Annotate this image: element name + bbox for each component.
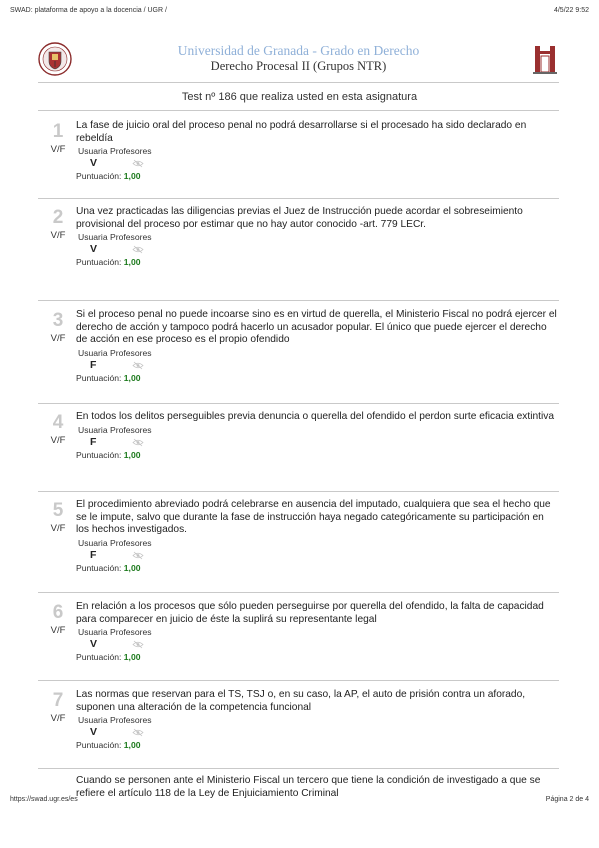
print-header — [10, 7, 589, 14]
banner-separator: - — [309, 43, 321, 58]
answer-column-headers: Usuaria Profesores — [78, 347, 152, 358]
question-8-text-cut: Cuando se personen ante el Ministerio Fiscal un tercero que tiene la condición de investigado a que se refiere el artículo 118 de la Ley de Enjuiciamiento Criminal — [76, 775, 541, 799]
question-text: Las normas que reservan para el TS, TSJ o, en su caso, la AP, el auto de prisión contra un aforado, suponen una alteración de la competencia funcional — [76, 689, 526, 713]
question-text: Si el proceso penal no puede incoarse sino es en virtud de querella, el Ministerio Fiscal no podrá ejercer el derecho de acción y tampoco podrá hacerlo un acusador popular. El único que puede ejercer el derecho de acción en ese proceso es el propio ofendido — [76, 309, 557, 345]
score-label: Puntuación: — [76, 372, 122, 383]
institution-link[interactable]: Universidad de Granada — [177, 43, 309, 58]
question-text: En relación a los procesos que sólo pueden perseguirse por querella del ofendido, la falta de capacidad para comparecer en juicio de éste la suplirá su representante legal — [76, 601, 544, 625]
question-type: V/F — [50, 713, 66, 724]
question-text: La fase de juicio oral del proceso penal no podrá desarrollarse si el procesado ha sido declarado en rebeldía — [76, 120, 527, 144]
question-body — [76, 309, 559, 383]
title-divider — [38, 110, 559, 111]
user-answer: V — [90, 638, 98, 650]
score-label: Puntuación: — [76, 171, 122, 181]
score-value: 1,00 — [123, 449, 141, 460]
user-answer: V — [90, 726, 98, 738]
hidden-eye-icon — [132, 728, 144, 737]
question-body — [76, 499, 559, 573]
question-number: 7 — [52, 690, 64, 711]
question-divider — [38, 403, 559, 404]
answer-column-headers: Usuaria Profesores — [78, 232, 152, 242]
question-type: V/F — [50, 230, 66, 241]
answer-column-headers: Usuaria Profesores — [78, 537, 152, 548]
test-title: Test nº 186 que realiza usted en esta asignatura — [181, 91, 418, 103]
hidden-eye-icon — [132, 245, 144, 254]
hidden-eye-icon — [132, 438, 144, 447]
question-body — [76, 689, 559, 750]
question-score — [76, 171, 559, 181]
score-value: 1,00 — [123, 372, 141, 383]
question-type: V/F — [50, 435, 66, 446]
question-body — [76, 601, 559, 662]
question-number: 5 — [52, 500, 64, 521]
faculty-logo-icon — [531, 43, 559, 75]
question-type: V/F — [50, 144, 66, 155]
question-body — [76, 120, 559, 181]
answer-row — [76, 156, 559, 171]
question-type: V/F — [50, 333, 66, 344]
question-score — [76, 450, 559, 460]
score-label: Puntuación: — [76, 257, 122, 267]
question-divider — [38, 680, 559, 681]
question-type: V/F — [50, 625, 66, 636]
answer-row — [76, 637, 559, 652]
answer-row — [76, 435, 559, 450]
user-answer: V — [90, 243, 98, 255]
score-value: 1,00 — [123, 652, 141, 662]
question-divider — [38, 198, 559, 199]
course-banner — [38, 40, 559, 80]
hidden-eye-icon — [132, 640, 144, 649]
question-number: 3 — [52, 310, 64, 331]
question-body — [76, 411, 559, 460]
question-number: 2 — [52, 207, 64, 228]
user-answer: F — [90, 548, 97, 561]
user-answer: F — [90, 358, 97, 371]
answer-row — [76, 548, 559, 563]
score-value: 1,00 — [123, 562, 141, 573]
score-value: 1,00 — [123, 257, 141, 267]
answer-row — [76, 358, 559, 373]
question-text: El procedimiento abreviado podrá celebrarse en ausencia del imputado, cualquiera que sea el hecho que se le impute, salvo que durante la fase de instrucción haya negado categóricamente su participación en los hechos investigados. — [76, 499, 551, 535]
answer-row — [76, 242, 559, 257]
print-header-title: SWAD: plataforma de apoyo a la docencia / UGR / — [10, 7, 167, 14]
hidden-eye-icon — [132, 551, 144, 560]
course-title: Derecho Procesal II (Grupos NTR) — [210, 59, 387, 73]
question-score — [76, 563, 559, 573]
question-divider — [38, 592, 559, 593]
question-divider — [38, 768, 559, 769]
hidden-eye-icon — [132, 361, 144, 370]
answer-column-headers: Usuaria Profesores — [78, 627, 152, 637]
hidden-eye-icon — [132, 159, 144, 168]
score-value: 1,00 — [123, 171, 141, 181]
question-divider — [38, 491, 559, 492]
question-text: Una vez practicadas las diligencias previas el Juez de Instrucción puede acordar el sobreseimiento provisional del proceso por estimar que no hay autor conocido -art. 779 LECr. — [76, 206, 523, 230]
answer-row — [76, 725, 559, 740]
question-type: V/F — [50, 523, 66, 534]
banner-institution-line — [38, 43, 559, 59]
score-label: Puntuación: — [76, 740, 122, 750]
question-score — [76, 652, 559, 662]
question-body — [76, 206, 559, 267]
question-number: 6 — [52, 602, 64, 623]
score-label: Puntuación: — [76, 562, 122, 573]
user-answer: V — [90, 157, 98, 169]
print-header-date: 4/5/22 9:52 — [553, 7, 589, 14]
answer-column-headers: Usuaria Profesores — [78, 146, 152, 156]
score-label: Puntuación: — [76, 652, 122, 662]
user-answer: F — [90, 435, 97, 448]
degree-link[interactable]: Grado en Derecho — [320, 43, 420, 58]
answer-column-headers: Usuaria Profesores — [78, 424, 152, 435]
question-score — [76, 740, 559, 750]
answer-column-headers: Usuaria Profesores — [78, 715, 152, 725]
score-value: 1,00 — [123, 740, 141, 750]
print-footer-page: Página 2 de 4 — [545, 796, 589, 803]
print-footer — [10, 796, 589, 803]
question-score — [76, 257, 559, 267]
score-label: Puntuación: — [76, 449, 122, 460]
question-number: 4 — [52, 412, 64, 433]
question-score — [76, 373, 559, 383]
print-footer-url: https://swad.ugr.es/es — [10, 796, 78, 803]
question-divider — [38, 300, 559, 301]
question-text: En todos los delitos perseguibles previa denuncia o querella del ofendido el perdon surte eficacia extintiva — [76, 411, 554, 422]
banner-divider — [38, 82, 559, 83]
question-number: 1 — [52, 121, 64, 142]
